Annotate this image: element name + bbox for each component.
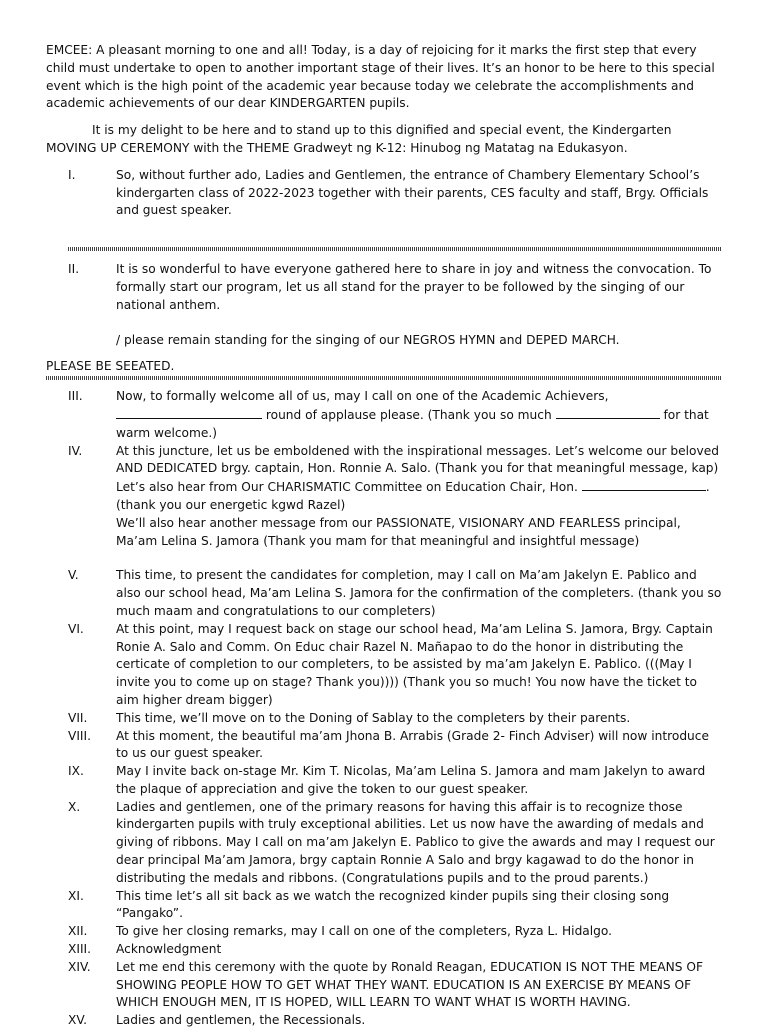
list-item — [46, 923, 722, 941]
list-item — [46, 763, 722, 799]
list-item — [46, 799, 722, 888]
item-number: VII. — [68, 710, 88, 725]
item-text: round of applause please. (Thank you so much — [265, 407, 552, 422]
item-number: VI. — [68, 621, 84, 636]
item-text: May I invite back on-stage Mr. Kim T. Nicolas, Ma’am Lelina S. Jamora and mam Jakelyn to award the plaque of appreciation and give the token to our guest speaker. — [116, 764, 706, 796]
item-text: We’ll also hear another message from our PASSIONATE, VISIONARY AND FEARLESS principal, Ma’am Lelina S. Jamora (Thank you mam for that meaningful and insightful message) — [116, 515, 681, 548]
intro-paragraph: EMCEE: A pleasant morning to one and all! Today, is a day of rejoicing for it marks the first step that every child must undertake to open to another important stage of their lives. It’s an honor to be here to this special event which is the high point of the academic year because today we celebrate the accomplishments and academic achievements of our dear KINDERGARTEN pupils. — [46, 43, 715, 111]
item-number: II. — [68, 262, 80, 277]
item-number: VIII. — [68, 728, 91, 743]
list-item — [46, 728, 722, 764]
item-text: for that warm welcome.) — [116, 407, 709, 440]
item-number: V. — [68, 568, 79, 583]
list-item — [46, 167, 722, 220]
item-number: XIV. — [68, 959, 91, 974]
list-item — [46, 567, 722, 620]
item-number: I. — [68, 167, 76, 182]
item-text: Let me end this ceremony with the quote by Ronald Reagan, EDUCATION IS NOT THE MEANS OF SHOWING PEOPLE HOW TO GET WHAT THEY WANT. EDUCATION IS AN EXERCISE BY MEANS OF WHICH ENOUGH MEN, IT IS HOPED, WILL LEARN TO WANT WHAT IS WORTH HAVING. — [116, 959, 703, 1010]
item-number: XIII. — [68, 942, 92, 957]
item-number: XII. — [68, 924, 88, 939]
item-text: To give her closing remarks, may I call on one of the completers, Ryza L. Hidalgo. — [116, 924, 613, 939]
theme-paragraph: It is my delight to be here and to stand up to this dignified and special event, the Kindergarten MOVING UP CEREMONY with the THEME Gradweyt ng K-12: Hinubog ng Matatag na Edukasyon. — [46, 123, 672, 155]
item-text: Now, to formally welcome all of us, may I call on one of the Academic Achievers, — [116, 389, 609, 404]
item-text: At this moment, the beautiful ma’am Jhona B. Arrabis (Grade 2- Finch Adviser) will now introduce to us our guest speaker. — [116, 728, 709, 761]
item-text: This time let’s all sit back as we watch the recognized kinder pupils sing their closing song “Pangako”. — [116, 888, 670, 921]
fill-blank — [116, 406, 262, 419]
list-item — [46, 261, 722, 349]
item-text: Let’s also hear from Our CHARISMATIC Committee on Education Chair, Hon. — [116, 480, 578, 495]
fill-blank — [556, 406, 660, 419]
item-text: Acknowledgment — [116, 942, 222, 957]
item-number: XV. — [68, 1013, 87, 1028]
item-number: IX. — [68, 764, 84, 779]
item-text: This time, we’ll move on to the Doning of Sablay to the completers by their parents. — [116, 710, 631, 725]
item-text: This time, to present the candidates for completion, may I call on Ma’am Jakelyn E. Pablico and also our school head, Ma’am Lelina S. Jamora for the confirmation of the completers. (thank you so much maam and congratulations to our completers) — [116, 568, 722, 618]
item-text: . (thank you our energetic kgwd Razel) — [116, 480, 710, 512]
list-item — [46, 1012, 722, 1030]
item-text: So, without further ado, Ladies and Gentlemen, the entrance of Chambery Elementary School’s kindergarten class of 2022-2023 together with their parents, CES faculty and staff, Brgy. Officials and guest speaker. — [116, 167, 709, 218]
list-item — [46, 710, 722, 728]
list-item — [46, 388, 722, 442]
item-text: At this point, may I request back on stage our school head, Ma’am Lelina S. Jamora, Brgy. Captain Ronie A. Salo and Comm. On Educ chair Razel N. Mañapao to do the honor in distributing the certicate of completion to our completers, to be assisted by ma’am Jakelyn E. Pablico. (((May I invite you to come up on stage? Thank you)))) (Thank you so much! You now have the ticket to aim higher dream bigger) — [116, 621, 713, 707]
item-number: XI. — [68, 888, 84, 903]
list-item — [46, 959, 722, 1012]
item-number: IV. — [68, 443, 83, 458]
list-item — [46, 443, 722, 551]
item-subtext: / please remain standing for the singing of our NEGROS HYMN and DEPED MARCH. — [116, 332, 620, 347]
list-item — [46, 621, 722, 710]
list-item — [46, 888, 722, 924]
item-text: Ladies and gentlemen, the Recessionals. — [116, 1013, 366, 1028]
fill-blank — [582, 478, 706, 491]
list-item — [46, 941, 722, 959]
item-text: Ladies and gentlemen, one of the primary reasons for having this affair is to recognize those kindergarten pupils with truly exceptional abilities. Let us now have the awarding of medals and giving of ribbons. May I call on ma’am Jakelyn E. Pablico to give the awards and may I request our dear principal Ma’am Jamora, brgy captain Ronnie A Salo and brgy kagawad to do the honor in distributing the medals and ribbons. (Congratulations pupils and to the proud parents.) — [116, 799, 715, 885]
item-number: III. — [68, 389, 83, 404]
item-number: X. — [68, 799, 81, 814]
seated-instruction: PLEASE BE SEEATED. — [46, 359, 175, 374]
item-text: It is so wonderful to have everyone gathered here to share in joy and witness the convocation. To formally start our program, let us all stand for the prayer to be followed by the singing of our national anthem. — [116, 262, 712, 312]
item-text: At this juncture, let us be emboldened with the inspirational messages. Let’s welcome our beloved AND DEDICATED brgy. captain, Hon. Ronnie A. Salo. (Thank you for that meaningful message, kap) — [116, 443, 719, 476]
